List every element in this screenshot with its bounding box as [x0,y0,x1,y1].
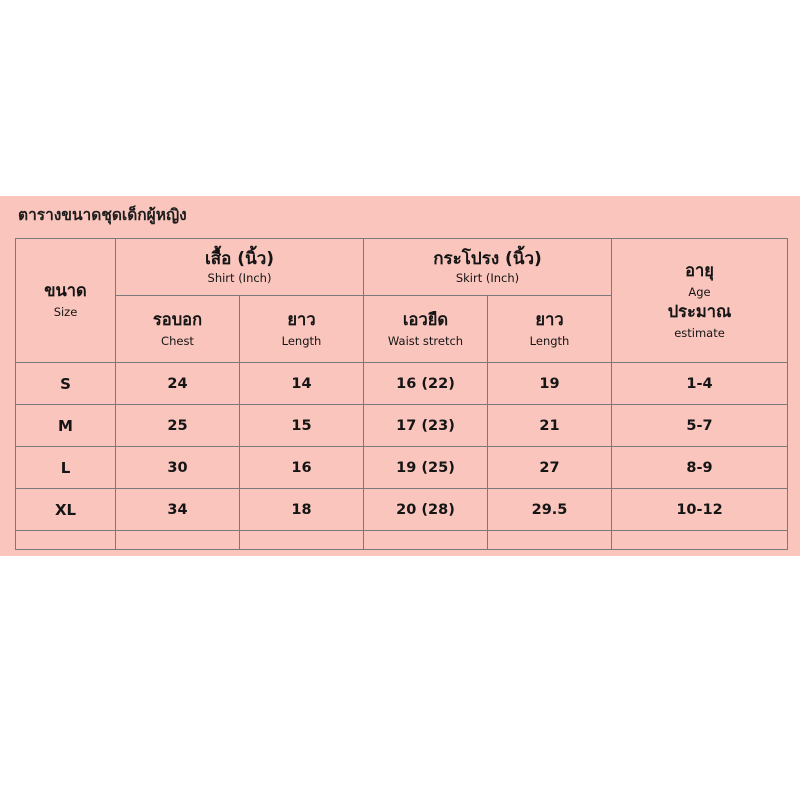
cell-size: XL [16,489,116,531]
cell-skirt-length: 19 [488,363,612,405]
header-col-skirt-length [488,296,612,363]
spacer-cell [116,531,240,550]
header-col-shirt-length-sub: Length [281,333,322,348]
header-group-shirt [116,239,364,296]
table-bottom-spacer-row [16,531,788,550]
cell-size: L [16,447,116,489]
cell-shirt-length: 16 [240,447,364,489]
cell-chest: 34 [116,489,240,531]
cell-age: 10-12 [612,489,788,531]
cell-age: 1-4 [612,363,788,405]
header-size-sub: Size [53,305,78,319]
cell-skirt-length: 27 [488,447,612,489]
table-group-header-row [16,239,788,296]
spacer-cell [488,531,612,550]
spacer-cell [612,531,788,550]
header-col-skirt-length-main: ยาว [535,309,564,329]
header-col-waist-main: เอวยืด [402,309,449,329]
size-chart-table [15,238,788,550]
header-col-chest [116,296,240,363]
cell-chest: 25 [116,405,240,447]
header-group-skirt-main: กระโปรง (นิ้ว) [433,248,542,269]
cell-age: 5-7 [612,405,788,447]
header-col-chest-main: รอบอก [152,309,203,329]
header-col-chest-sub: Chest [161,333,194,348]
cell-shirt-length: 18 [240,489,364,531]
header-col-shirt-length-main: ยาว [287,309,316,329]
cell-chest: 24 [116,363,240,405]
header-col-shirt-length [240,296,364,363]
header-col-skirt-length-sub: Length [529,333,570,348]
cell-waist: 19 (25) [364,447,488,489]
cell-size: M [16,405,116,447]
page-title: ตารางขนาดชุดเด็กผู้หญิง [18,206,187,224]
header-age-main: อายุ [685,260,714,280]
header-group-shirt-sub: Shirt (Inch) [207,270,272,285]
cell-shirt-length: 15 [240,405,364,447]
header-size-main: ขนาด [44,281,87,300]
cell-age: 8-9 [612,447,788,489]
header-group-skirt [364,239,612,296]
spacer-cell [364,531,488,550]
cell-waist: 17 (23) [364,405,488,447]
spacer-cell [240,531,364,550]
cell-waist: 20 (28) [364,489,488,531]
table-row [16,363,788,405]
table-row [16,405,788,447]
cell-shirt-length: 14 [240,363,364,405]
table-row [16,489,788,531]
cell-skirt-length: 21 [488,405,612,447]
header-group-shirt-main: เสื้อ (นิ้ว) [204,248,275,269]
header-cell-size [16,239,116,363]
table-row [16,447,788,489]
header-cell-age [612,239,788,363]
header-group-skirt-sub: Skirt (Inch) [455,270,520,285]
cell-size: S [16,363,116,405]
cell-chest: 30 [116,447,240,489]
header-col-waist-sub: Waist stretch [387,333,464,348]
header-col-waist [364,296,488,363]
spacer-cell [16,531,116,550]
cell-waist: 16 (22) [364,363,488,405]
header-age-main-2: ประมาณ [667,301,732,321]
header-age-sub-2: estimate [674,325,725,340]
cell-skirt-length: 29.5 [488,489,612,531]
header-age-sub: Age [688,284,711,299]
